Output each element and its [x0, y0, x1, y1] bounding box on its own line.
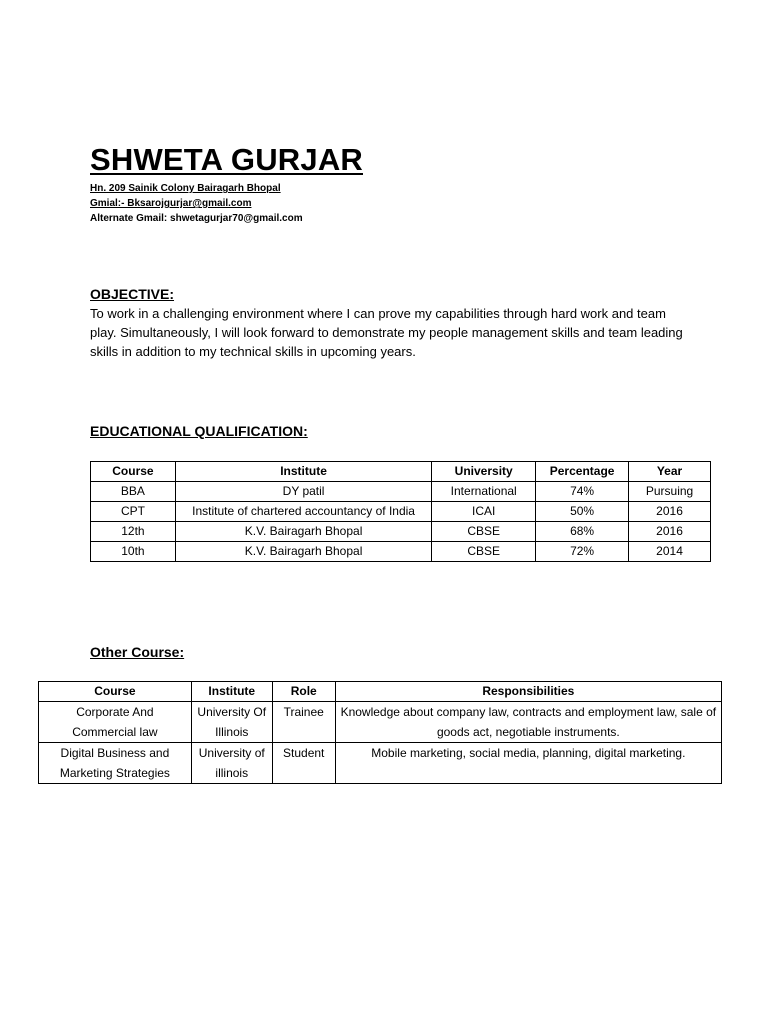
email: Gmial:- Bksarojgurjar@gmail.com — [90, 198, 252, 209]
table-cell: ICAI — [432, 502, 536, 522]
other-course-heading: Other Course: — [90, 644, 185, 660]
table-row — [91, 502, 711, 522]
table-cell: CBSE — [432, 542, 536, 562]
table-cell: CPT — [91, 502, 176, 522]
column-header: Role — [272, 682, 335, 702]
table-row — [91, 522, 711, 542]
table-cell: Trainee — [272, 702, 335, 743]
education-header-row — [91, 462, 711, 482]
table-cell: Institute of chartered accountancy of India — [175, 502, 431, 522]
table-cell: 2016 — [629, 502, 711, 522]
table-row — [39, 702, 722, 743]
table-cell: 68% — [536, 522, 629, 542]
other-course-header-row — [39, 682, 722, 702]
table-cell: K.V. Bairagarh Bhopal — [175, 522, 431, 542]
other-course-table — [38, 681, 722, 784]
table-cell: 2016 — [629, 522, 711, 542]
table-cell: Digital Business and Marketing Strategies — [39, 743, 192, 784]
table-cell: 12th — [91, 522, 176, 542]
table-cell: International — [432, 482, 536, 502]
table-row — [91, 482, 711, 502]
column-header: Institute — [175, 462, 431, 482]
alternate-email: Alternate Gmail: shwetagurjar70@gmail.com — [90, 213, 303, 224]
column-header: University — [432, 462, 536, 482]
table-row — [91, 542, 711, 562]
column-header: Institute — [191, 682, 272, 702]
table-cell: University Of Illinois — [191, 702, 272, 743]
table-cell: Corporate And Commercial law — [39, 702, 192, 743]
column-header: Responsibilities — [335, 682, 721, 702]
table-row — [39, 743, 722, 784]
column-header: Course — [91, 462, 176, 482]
objective-text: To work in a challenging environment where I can prove my capabilities through hard work and team play. Simultaneously, I will look forward to demonstrate my people management skills and team leading skills in addition to my technical skills in upcoming years. — [90, 306, 683, 359]
table-cell: K.V. Bairagarh Bhopal — [175, 542, 431, 562]
table-cell: Mobile marketing, social media, planning, digital marketing. — [335, 743, 721, 784]
education-table — [90, 461, 711, 562]
table-cell: 74% — [536, 482, 629, 502]
education-heading: EDUCATIONAL QUALIFICATION: — [90, 423, 308, 439]
table-cell: 10th — [91, 542, 176, 562]
column-header: Percentage — [536, 462, 629, 482]
table-cell: DY patil — [175, 482, 431, 502]
column-header: Year — [629, 462, 711, 482]
table-cell: 50% — [536, 502, 629, 522]
objective-heading: OBJECTIVE: — [90, 286, 175, 302]
table-cell: Pursuing — [629, 482, 711, 502]
table-cell: 2014 — [629, 542, 711, 562]
table-cell: BBA — [91, 482, 176, 502]
address: Hn. 209 Sainik Colony Bairagarh Bhopal — [90, 183, 281, 194]
table-cell: Knowledge about company law, contracts and employment law, sale of goods act, negotiable instruments. — [335, 702, 721, 743]
candidate-name: SHWETA GURJAR — [90, 142, 363, 177]
column-header: Course — [39, 682, 192, 702]
table-cell: 72% — [536, 542, 629, 562]
table-cell: CBSE — [432, 522, 536, 542]
table-cell: Student — [272, 743, 335, 784]
table-cell: University of illinois — [191, 743, 272, 784]
